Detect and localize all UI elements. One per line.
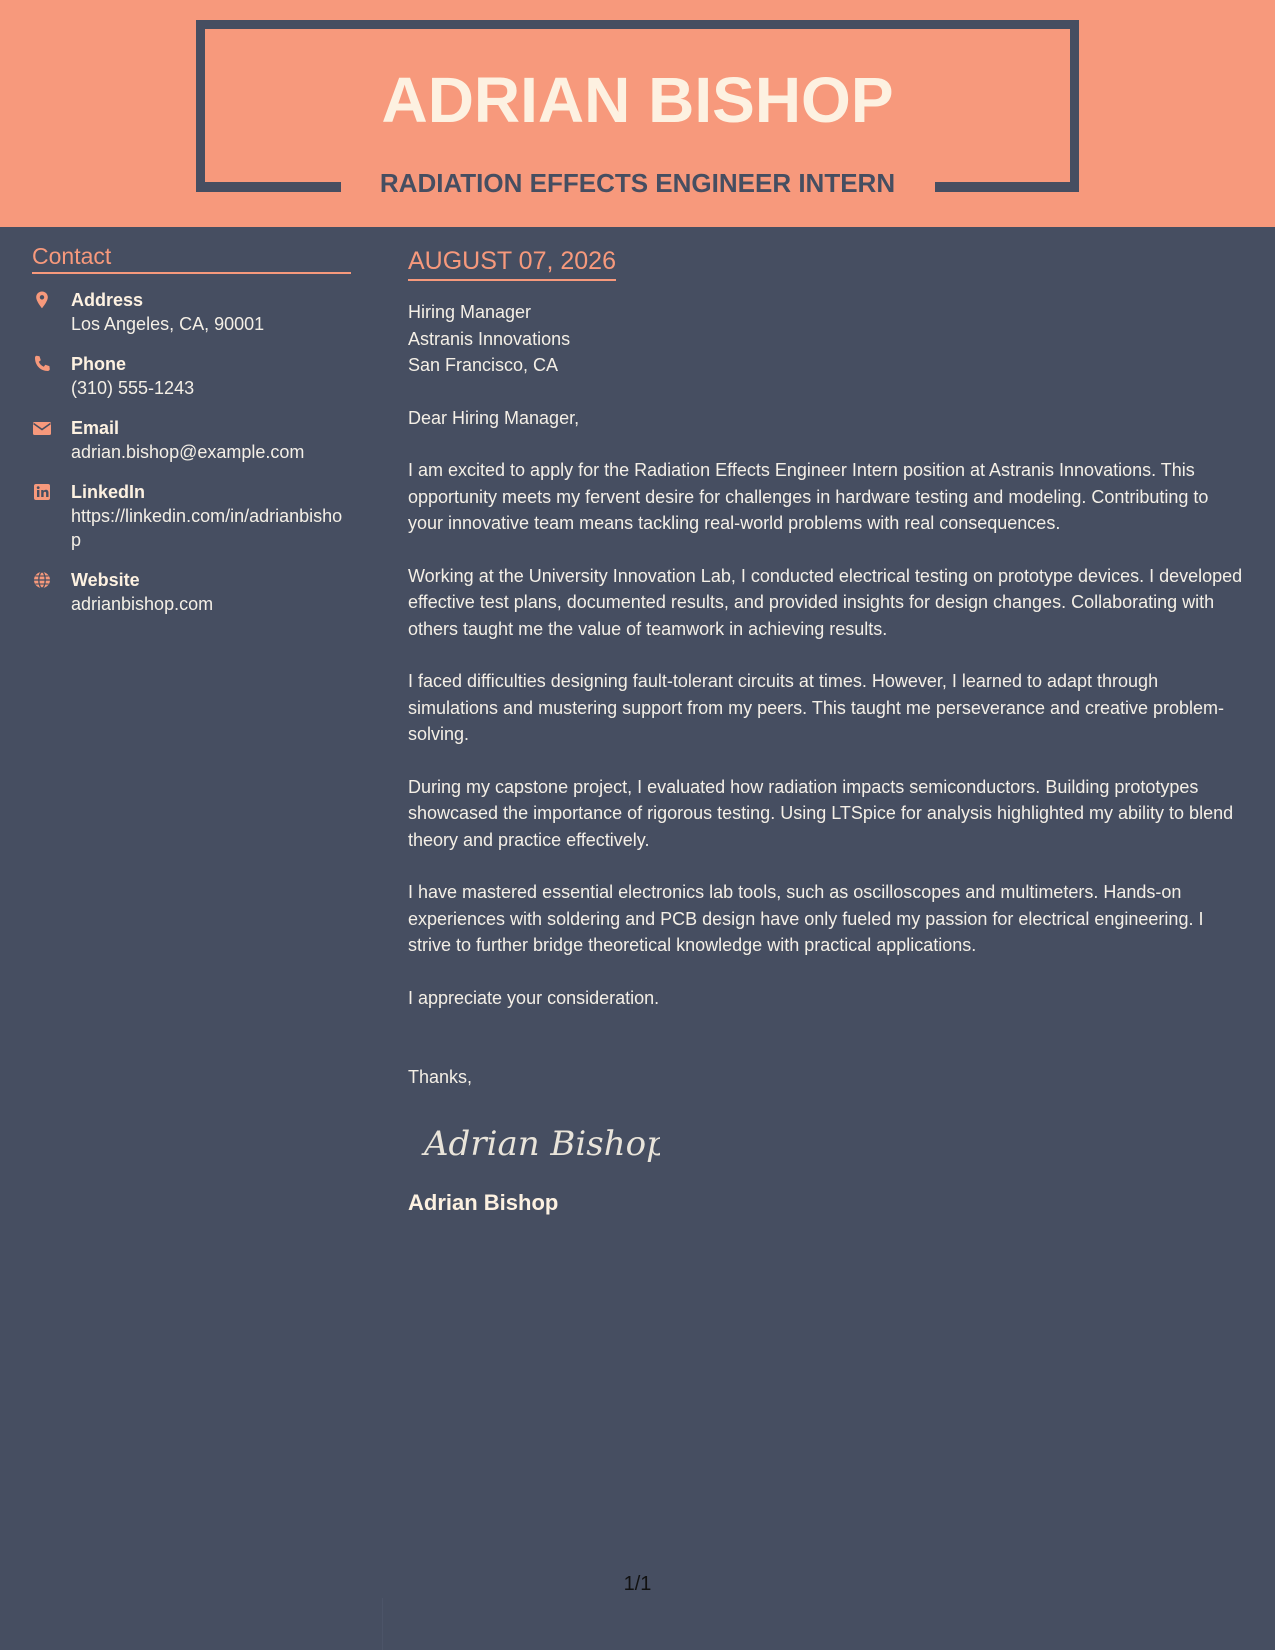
contact-address (32, 288, 351, 336)
linkedin-label: LinkedIn (71, 482, 146, 502)
website-value[interactable]: adrianbishop.com (71, 594, 214, 614)
signer-name: Adrian Bishop (408, 1189, 559, 1215)
email-value[interactable]: adrian.bishop@example.com (71, 442, 305, 462)
letter-date: AUGUST 07, 2026 (408, 244, 616, 281)
letter-body (408, 244, 1243, 1218)
contact-website (32, 568, 351, 616)
recipient-line: Hiring Manager (408, 302, 532, 322)
letter-paragraph: Working at the University Innovation Lab, I conducted electrical testing on prototype devices. I developed effective test plans, documented results, and provided insights for design changes. Collaborating with others taught me the value of teamwork in achieving results. (408, 565, 1243, 639)
handwritten-signature (420, 1119, 660, 1167)
header-banner (0, 0, 1275, 227)
salutation: Dear Hiring Manager, (408, 407, 580, 428)
contact-sidebar (32, 240, 351, 632)
letter-paragraph: I faced difficulties designing fault-tolerant circuits at times. However, I learned to adapt through simulations and mustering support from my peers. This taught me perseverance and creative problem-solving. (408, 671, 1225, 744)
applicant-name: ADRIAN BISHOP (381, 64, 894, 136)
signature-text: Adrian Bishop (424, 1123, 660, 1164)
contact-phone (32, 352, 351, 400)
recipient-block (408, 299, 1243, 379)
website-label: Website (71, 570, 140, 590)
letter-paragraph: During my capstone project, I evaluated how radiation impacts semiconductors. Building prototypes showcased the importance of rigorous testing. Using LTSpice for analysis highlighted my ability to blend theory and practice effectively. (408, 776, 1234, 850)
closing-line: Thanks, (408, 1067, 473, 1087)
page-number: 1/1 (623, 1573, 652, 1595)
recipient-line: San Francisco, CA (408, 355, 559, 375)
letter-paragraph: I am excited to apply for the Radiation Effects Engineer Intern position at Astranis Innovations. This opportunity meets my fervent desire for challenges in hardware testing and modeling. Contributing to your innovative team means tackling real-world problems with real consequences. (408, 460, 1209, 533)
envelope-icon (32, 418, 52, 438)
globe-icon (32, 570, 52, 590)
recipient-line: Astranis Innovations (408, 328, 571, 349)
contact-linkedin (32, 480, 351, 552)
address-value: Los Angeles, CA, 90001 (71, 314, 265, 334)
phone-icon (32, 354, 52, 374)
map-pin-icon (32, 290, 52, 310)
email-label: Email (71, 418, 120, 438)
linkedin-icon (32, 482, 52, 502)
letter-paragraph: I have mastered essential electronics lab tools, such as oscilloscopes and multimeters. Hands-on experiences with soldering and PCB design have only fueled my passion for electrical engineering. I strive to further bridge theoretical knowledge with practical applications. (408, 882, 1204, 955)
phone-value: (310) 555-1243 (71, 378, 195, 398)
address-label: Address (71, 290, 144, 310)
contact-email (32, 416, 351, 464)
divider (382, 1598, 383, 1650)
phone-label: Phone (71, 354, 127, 374)
letter-paragraph: I appreciate your consideration. (408, 987, 660, 1008)
linkedin-value[interactable]: https://linkedin.com/in/adrianbishop (71, 506, 343, 550)
job-title: RADIATION EFFECTS ENGINEER INTERN (379, 168, 896, 198)
contact-heading: Contact (32, 240, 351, 274)
